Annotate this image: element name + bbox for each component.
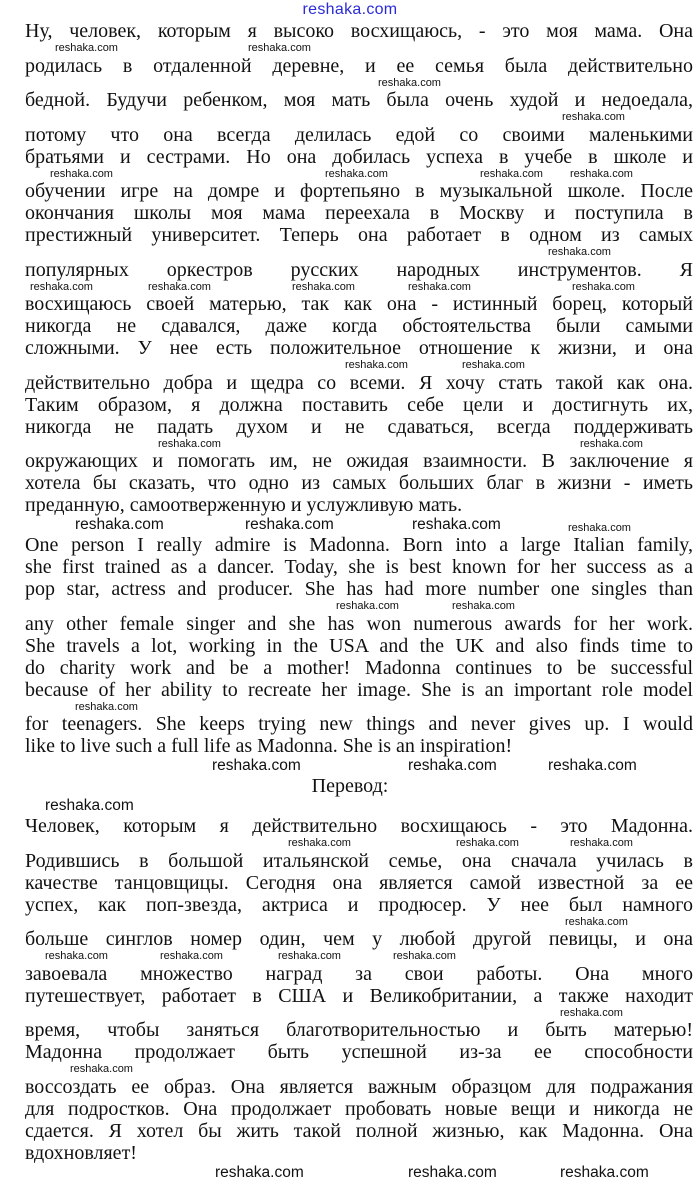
watermark-row [0, 111, 700, 124]
watermark: reshaka.com [288, 837, 351, 849]
translation-text-line: больше синглов номер один, чем у любой другой певицы, и она [25, 928, 693, 950]
watermark: reshaka.com [75, 700, 138, 713]
watermark-row [0, 42, 700, 55]
watermark-row [0, 359, 700, 372]
translation-text-line: Человек, которым я действительно восхищаюсь - это Мадонна. [25, 815, 693, 837]
watermark-row [0, 438, 700, 451]
watermark: reshaka.com [570, 167, 633, 180]
watermark: reshaka.com [408, 757, 497, 774]
watermark: reshaka.com [158, 437, 221, 450]
translation-text-line: сдается. Я хотел бы жить такой полной жизнью, как Мадонна. Она [25, 1119, 693, 1142]
watermark: reshaka.com [336, 600, 399, 612]
watermark: reshaka.com [548, 246, 611, 258]
watermark: reshaka.com [462, 359, 525, 371]
watermark: reshaka.com [212, 757, 301, 774]
english-text-line: do charity work and be a mother! Madonna continues to be successful [25, 656, 693, 679]
watermark: reshaka.com [548, 757, 637, 774]
russian-text-line: Таким образом, я должна поставить себе цели и достигнуть их, [25, 393, 693, 416]
translation-title: Перевод: [311, 775, 389, 797]
russian-text-line: бедной. Будучи ребенком, моя мать была очень худой и недоедала, [25, 89, 693, 111]
translation-text-line: Мадонна продолжает быть успешной из-за ее способности [25, 1041, 693, 1063]
watermark: reshaka.com [45, 950, 108, 962]
translation-text-line: время, чтобы заняться благотворительностью и быть матерью! [25, 1019, 693, 1041]
russian-text-line: окончания школы моя мама переехала в Москву и поступила в [25, 202, 693, 224]
watermark: reshaka.com [325, 167, 388, 180]
watermark: reshaka.com [412, 516, 501, 533]
english-text-line: because of her ability to recreate her image. She is an important role model [25, 678, 693, 701]
english-text-line: pop star, actress and producer. She has had more number one singles than [25, 578, 693, 600]
watermark: reshaka.com [75, 516, 164, 533]
russian-text-line: популярных оркестров русских народных инструментов. Я [25, 258, 693, 281]
watermark: reshaka.com [215, 1163, 304, 1181]
watermark: reshaka.com [565, 915, 628, 928]
russian-text-line: никогда не падать духом и не сдаваться, всегда поддерживать [25, 415, 693, 438]
watermark: reshaka.com [245, 516, 334, 533]
watermark: reshaka.com [378, 76, 441, 89]
watermark: reshaka.com [452, 600, 515, 612]
watermark-row [0, 916, 700, 929]
russian-text-line: окружающих и помогать им, не ожидая взаимности. В заключение я [25, 450, 693, 472]
watermark: reshaka.com [30, 280, 93, 293]
watermark-row [0, 168, 700, 181]
translation-text-line: успех, как поп-звезда, актриса и продюсер. У нее был намного [25, 893, 693, 916]
translation-text-line: вдохновляет! [25, 1141, 137, 1164]
watermark: reshaka.com [456, 837, 519, 849]
watermark-row [0, 757, 700, 775]
watermark-row [0, 701, 700, 714]
english-text-line: like to live such a full life as Madonna. She is an inspiration! [25, 735, 513, 757]
watermark-row [0, 516, 700, 534]
watermark: reshaka.com [393, 950, 456, 962]
russian-text-line: хотела бы сказать, что одно из самых больших благ в жизни - иметь [25, 472, 693, 494]
watermark: reshaka.com [408, 1163, 497, 1181]
russian-text-line: сложными. У нее есть положительное отношение к жизни, и она [25, 337, 693, 359]
watermark-row [0, 837, 700, 850]
watermark-row [0, 1164, 700, 1182]
russian-text-line: родилась в отдаленной деревне, и ее семья была действительно [25, 54, 693, 77]
english-text-line: she first trained as a dancer. Today, she is best known for her success as a [25, 556, 693, 578]
watermark-row [0, 246, 700, 259]
watermark: reshaka.com [45, 797, 134, 814]
document-body [0, 20, 700, 1182]
translation-text-line: путешествует, работает в США и Великобритании, а также находит [25, 984, 693, 1007]
watermark: reshaka.com [160, 950, 223, 962]
watermark-row [0, 281, 700, 294]
russian-text-line: никогда не сдавался, даже когда обстоятельства были самыми [25, 315, 693, 337]
english-text-line: One person I really admire is Madonna. Born into a large Italian family, [25, 534, 693, 556]
russian-text-line: преданную, самоотверженную и услужливую мать. [25, 494, 463, 516]
english-text-line: for teenagers. She keeps trying new things and never gives up. I would [25, 713, 693, 735]
watermark-row [0, 1063, 700, 1076]
watermark: reshaka.com [55, 42, 118, 54]
russian-text-line: Ну, человек, которым я высоко восхищаюсь, - это моя мама. Она [25, 20, 693, 42]
translation-text-line: качестве танцовщицы. Сегодня она является самой известной за ее [25, 871, 693, 894]
watermark: reshaka.com [408, 280, 471, 293]
watermark-row [0, 797, 700, 815]
watermark: reshaka.com [580, 437, 643, 450]
watermark: reshaka.com [562, 111, 625, 123]
watermark: reshaka.com [278, 950, 341, 962]
translation-text-line: воссоздать ее образ. Она является важным образцом для подражания [25, 1075, 693, 1098]
site-header-logo[interactable]: reshaka.com [302, 1, 398, 18]
watermark: reshaka.com [345, 359, 408, 371]
russian-text-line: обучении игре на домре и фортепьяно в музыкальной школе. После [25, 180, 693, 202]
watermark: reshaka.com [148, 280, 211, 293]
translation-text-line: Родившись в большой итальянской семье, она сначала училась в [25, 849, 693, 872]
russian-text-line: действительно добра и щедра со всеми. Я хочу стать такой как она. [25, 371, 693, 394]
translation-text-line: для подростков. Она продолжает пробовать новые вещи и никогда не [25, 1097, 693, 1120]
watermark-row [0, 1007, 700, 1020]
watermark: reshaka.com [50, 167, 113, 180]
watermark: reshaka.com [480, 167, 543, 180]
watermark: reshaka.com [292, 280, 355, 293]
russian-text-line: восхищаюсь своей матерью, так как она - истинный борец, который [25, 293, 693, 315]
watermark: reshaka.com [572, 280, 635, 293]
english-text-line: any other female singer and she has won numerous awards for her work. [25, 612, 693, 635]
watermark: reshaka.com [570, 837, 633, 849]
watermark: reshaka.com [568, 521, 631, 534]
watermark: reshaka.com [70, 1063, 133, 1075]
watermark: reshaka.com [248, 42, 311, 54]
english-text-line: She travels a lot, working in the USA and the UK and also finds time to [25, 634, 693, 657]
watermark: reshaka.com [560, 1006, 623, 1019]
watermark: reshaka.com [560, 1163, 649, 1181]
russian-text-line: престижный университет. Теперь она работает в одном из самых [25, 224, 693, 246]
watermark-row [0, 600, 700, 613]
watermark-row [0, 77, 700, 90]
russian-text-line: братьями и сестрами. Но она добилась успеха в учебе в школе и [25, 145, 693, 168]
russian-text-line: потому что она всегда делилась едой со своими маленькими [25, 123, 693, 146]
translation-text-line: завоевала множество наград за свои работы. Она много [25, 962, 693, 985]
watermark-row [0, 950, 700, 963]
